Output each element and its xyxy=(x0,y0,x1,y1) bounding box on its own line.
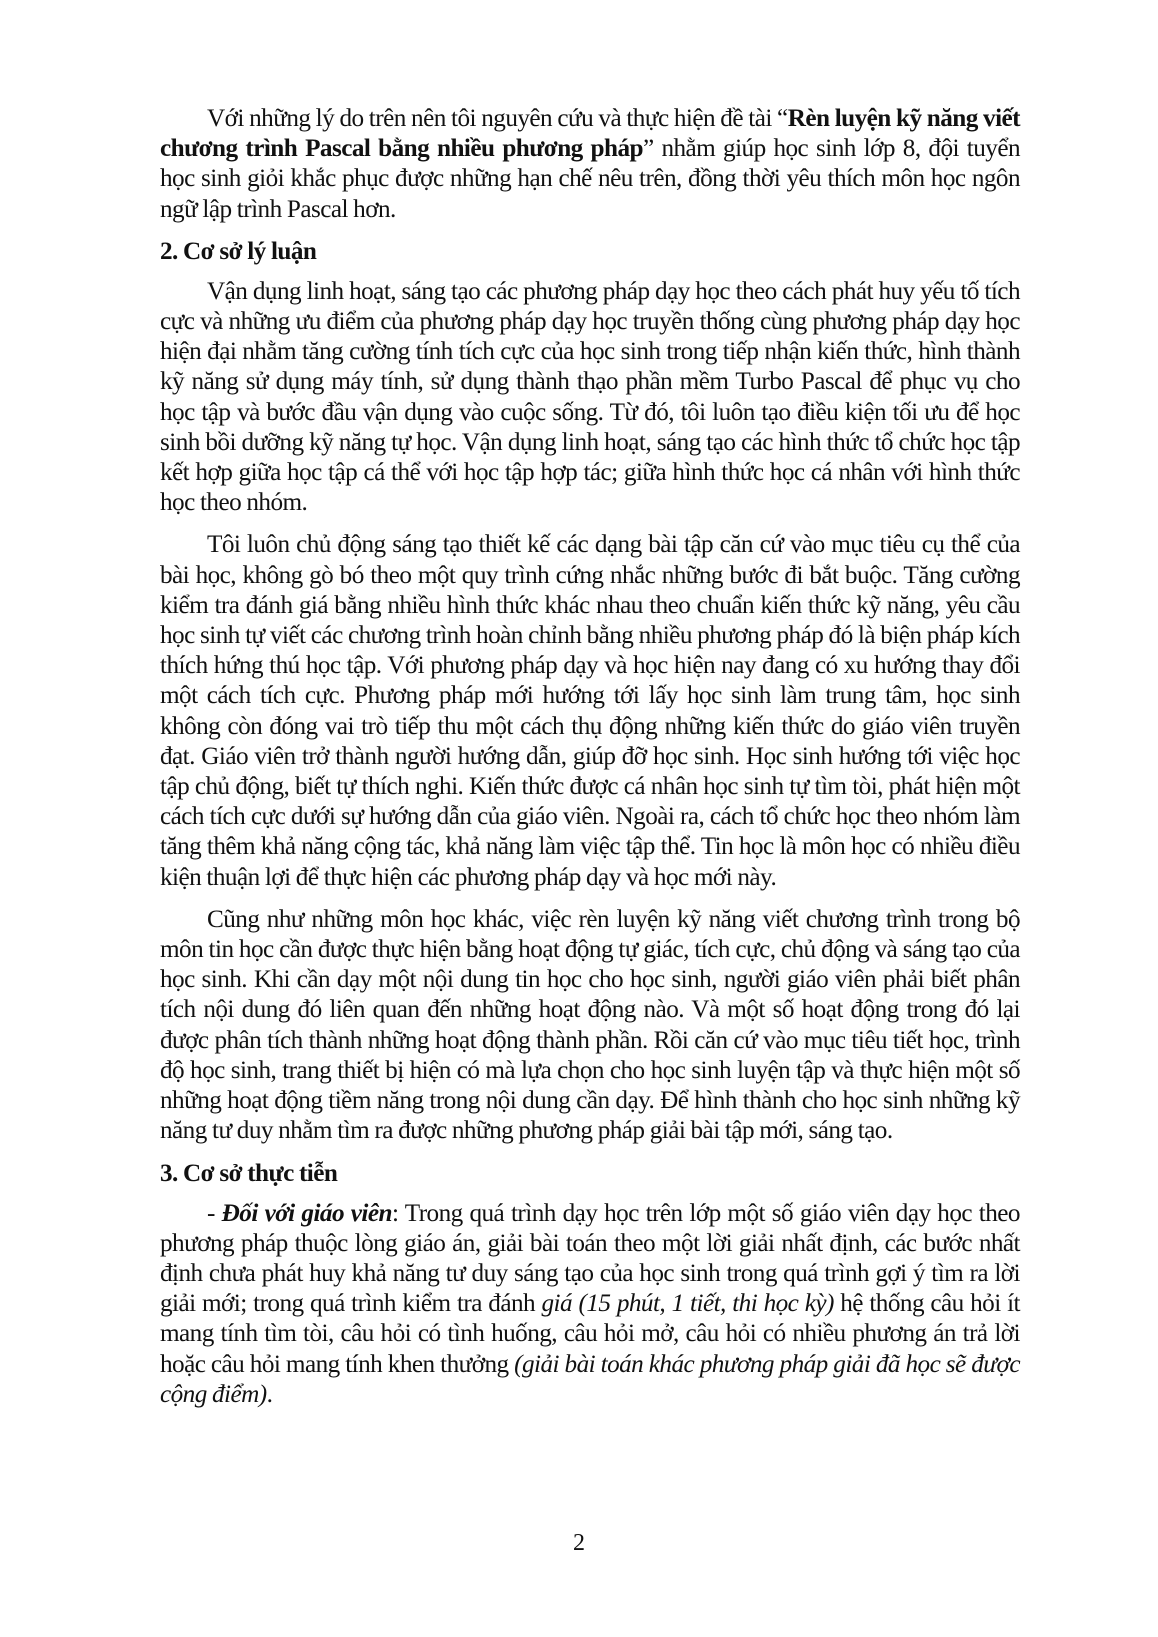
section-heading-theory: 2. Cơ sở lý luận xyxy=(160,237,317,265)
topic-title: Rèn luyện kỹ năng viết chương trình Pascal bằng nhiều phương pháp xyxy=(160,105,1021,163)
intro-paragraph xyxy=(160,104,1020,225)
teacher-paragraph xyxy=(160,1199,1020,1410)
theory-paragraph-1: Vận dụng linh hoạt, sáng tạo các phương pháp dạy học theo cách phát huy yếu tố tích cực và những ưu điểm của phương pháp dạy học truyền thống cùng phương pháp dạy học hiện đại nhằm tăng cường tính tích cực của học sinh trong tiếp nhận kiến thức, hình thành kỹ năng sử dụng máy tính, sử dụng thành thạo phần mềm Turbo Pascal để phục vụ cho học tập và bước đầu vận dụng vào cuộc sống. Từ đó, tôi luôn tạo điều kiện tối ưu để học sinh bồi dưỡng kỹ năng tự học. Vận dụng linh hoạt, sáng tạo các hình thức tổ chức học tập kết hợp giữa học tập cá thể với học tập hợp tác; giữa hình thức học cá nhân với hình thức học theo nhóm. xyxy=(160,277,1020,517)
document-page xyxy=(160,104,1020,1410)
section-heading-practice: 3. Cơ sở thực tiễn xyxy=(160,1159,338,1187)
page-number: 2 xyxy=(573,1530,585,1556)
teacher-italic-1: giá (15 phút, 1 tiết, thi học kỳ) xyxy=(541,1290,834,1318)
intro-lead-text: Với những lý do trên nên tôi nguyên cứu và thực hiện đề tài “ xyxy=(207,105,788,132)
teacher-end: . xyxy=(266,1380,273,1408)
teacher-label: Đối với giáo viên xyxy=(221,1199,392,1227)
teacher-text-2: hệ thống câu hỏi ít mang tính tìm tòi, câu hỏi có tình huống, câu hỏi mở, câu hỏi có nhiều phương án trả lời hoặc câu hỏi mang tính khen thưởng xyxy=(160,1290,1021,1378)
teacher-text-1: : Trong quá trình dạy học trên lớp một số giáo viên dạy học theo phương pháp thuộc lòng giáo án, giải bài toán theo một lời giải nhất định, các bước nhất định chưa phát huy khả năng tư duy sáng tạo của học sinh trong quá trình gợi ý tìm ra lời giải mới; trong quá trình kiểm tra đánh xyxy=(160,1199,1020,1318)
dash-bullet: - xyxy=(207,1199,222,1227)
theory-paragraph-3: Cũng như những môn học khác, việc rèn luyện kỹ năng viết chương trình trong bộ môn tin học cần được thực hiện bằng hoạt động tự giác, tích cực, chủ động và sáng tạo của học sinh. Khi cần dạy một nội dung tin học cho học sinh, người giáo viên phải biết phân tích nội dung đó liên quan đến những hoạt động nào. Và một số hoạt động trong đó lại được phân tích thành những hoạt động thành phần. Rồi căn cứ vào mục tiêu tiết học, trình độ học sinh, trang thiết bị hiện có mà lựa chọn cho học sinh luyện tập và thực hiện một số những hoạt động tiềm năng trong nội dung cần dạy. Để hình thành cho học sinh những kỹ năng tư duy nhằm tìm ra được những phương pháp giải bài tập mới, sáng tạo. xyxy=(160,905,1020,1145)
teacher-italic-2: (giải bài toán khác phương pháp giải đã học sẽ được cộng điểm) xyxy=(160,1350,1020,1408)
theory-paragraph-2: Tôi luôn chủ động sáng tạo thiết kế các dạng bài tập căn cứ vào mục tiêu cụ thể của bài học, không gò bó theo một quy trình cứng nhắc những bước đi bắt buộc. Tăng cường kiểm tra đánh giá bằng nhiều hình thức khác nhau theo chuẩn kiến thức kỹ năng, yêu cầu học sinh tự viết các chương trình hoàn chỉnh bằng nhiều phương pháp đó là biện pháp kích thích hứng thú học tập. Với phương pháp dạy và học hiện nay đang có xu hướng thay đổi một cách tích cực. Phương pháp mới hướng tới lấy học sinh làm trung tâm, học sinh không còn đóng vai trò tiếp thu một cách thụ động những kiến thức do giáo viên truyền đạt. Giáo viên trở thành người hướng dẫn, giúp đỡ học sinh. Học sinh hướng tới việc học tập chủ động, biết tự thích nghi. Kiến thức được cá nhân học sinh tự tìm tòi, phát hiện một cách tích cực dưới sự hướng dẫn của giáo viên. Ngoài ra, cách tổ chức học theo nhóm làm tăng thêm khả năng cộng tác, khả năng làm việc tập thể. Tin học là môn học có nhiều điều kiện thuận lợi để thực hiện các phương pháp dạy và học mới này. xyxy=(160,531,1020,891)
intro-trail-text: ” nhằm giúp học sinh lớp 8, đội tuyển học sinh giỏi khắc phục được những hạn chế nêu trên, đồng thời yêu thích môn học ngôn ngữ lập trình Pascal hơn. xyxy=(160,135,1020,223)
